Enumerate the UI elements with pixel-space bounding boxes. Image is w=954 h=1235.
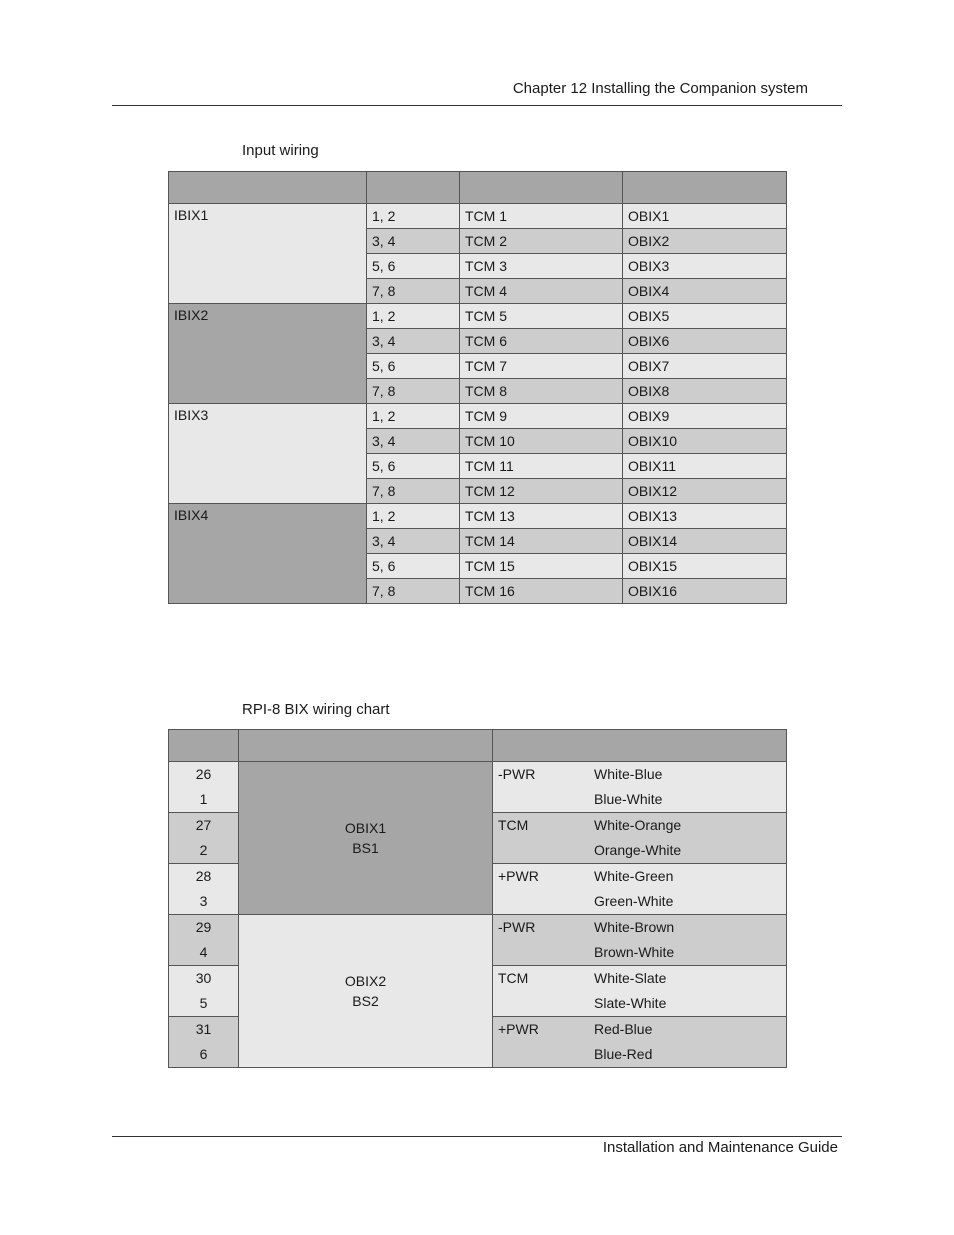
obix-name: OBIX2 [344, 973, 387, 989]
obix-cell: OBIX14 [623, 529, 787, 554]
pin-cell [169, 1017, 239, 1068]
tcm-cell: TCM 8 [460, 379, 623, 404]
ibix-group-cell: IBIX3 [169, 404, 367, 504]
wire-color: Green-White [594, 893, 674, 909]
wire-color: White-Green [594, 868, 674, 884]
pin-number: 31 [195, 1021, 212, 1037]
pins-cell: 1, 2 [367, 404, 460, 429]
tcm-cell: TCM 6 [460, 329, 623, 354]
pin-number: 4 [199, 944, 208, 960]
pins-cell: 3, 4 [367, 229, 460, 254]
pins-cell: 3, 4 [367, 529, 460, 554]
pins-cell: 7, 8 [367, 379, 460, 404]
obix-cell: OBIX3 [623, 254, 787, 279]
chapter-header: Chapter 12 Installing the Companion system [512, 80, 808, 97]
footer-divider [112, 1136, 842, 1137]
obix-cell: OBIX12 [623, 479, 787, 504]
obix-name: OBIX1 [344, 820, 387, 836]
wire-color: Slate-White [594, 995, 667, 1011]
pair-cell [493, 966, 787, 1017]
obix-cell: OBIX4 [623, 279, 787, 304]
obix-cell: OBIX6 [623, 329, 787, 354]
pin-cell [169, 966, 239, 1017]
bs-name: BS1 [352, 840, 379, 856]
rpi-bix-wiring-table [168, 729, 787, 1068]
tcm-cell: TCM 12 [460, 479, 623, 504]
header-cell [239, 730, 493, 762]
pins-cell: 5, 6 [367, 454, 460, 479]
wire-color: Blue-White [594, 791, 663, 807]
pin-number: 26 [195, 766, 212, 782]
tcm-cell: TCM 16 [460, 579, 623, 604]
table-header-row [169, 172, 787, 204]
header-cell [169, 172, 367, 204]
pair-cell [493, 813, 787, 864]
header-cell [493, 730, 787, 762]
ibix-group-cell: IBIX1 [169, 204, 367, 304]
header-cell [169, 730, 239, 762]
tcm-cell: TCM 3 [460, 254, 623, 279]
tcm-cell: TCM 10 [460, 429, 623, 454]
pin-number: 6 [199, 1046, 208, 1062]
pins-cell: 3, 4 [367, 429, 460, 454]
pin-cell [169, 864, 239, 915]
tcm-cell: TCM 5 [460, 304, 623, 329]
pins-cell: 7, 8 [367, 579, 460, 604]
header-cell [460, 172, 623, 204]
pair-cell [493, 762, 787, 813]
obix-cell: OBIX5 [623, 304, 787, 329]
pins-cell: 5, 6 [367, 254, 460, 279]
header-cell [623, 172, 787, 204]
tcm-cell: TCM 13 [460, 504, 623, 529]
wire-color: White-Brown [594, 919, 675, 935]
obix-cell: OBIX2 [623, 229, 787, 254]
pin-number: 2 [199, 842, 208, 858]
signal-label: TCM [498, 817, 529, 833]
input-wiring-table [168, 171, 787, 604]
wire-color: Red-Blue [594, 1021, 653, 1037]
tcm-cell: TCM 14 [460, 529, 623, 554]
obix-cell: OBIX1 [623, 204, 787, 229]
wire-color: White-Orange [594, 817, 682, 833]
pair-cell [493, 915, 787, 966]
obix-cell: OBIX9 [623, 404, 787, 429]
pin-cell [169, 915, 239, 966]
signal-label: +PWR [498, 1021, 539, 1037]
tcm-cell: TCM 9 [460, 404, 623, 429]
table-row [169, 304, 787, 329]
ibix-group-cell: IBIX4 [169, 504, 367, 604]
obix-group-cell [239, 762, 493, 915]
pins-cell: 1, 2 [367, 204, 460, 229]
wire-color: White-Slate [594, 970, 667, 986]
tcm-cell: TCM 15 [460, 554, 623, 579]
obix-cell: OBIX16 [623, 579, 787, 604]
table-header-row [169, 730, 787, 762]
tcm-cell: TCM 1 [460, 204, 623, 229]
pin-cell [169, 762, 239, 813]
pins-cell: 1, 2 [367, 504, 460, 529]
pin-number: 27 [195, 817, 212, 833]
tcm-cell: TCM 2 [460, 229, 623, 254]
obix-group-cell [239, 915, 493, 1068]
table-row [169, 915, 787, 966]
pins-cell: 5, 6 [367, 554, 460, 579]
signal-label: -PWR [498, 919, 536, 935]
signal-label: TCM [498, 970, 529, 986]
obix-cell: OBIX10 [623, 429, 787, 454]
tcm-cell: TCM 11 [460, 454, 623, 479]
guide-footer: Installation and Maintenance Guide [602, 1139, 838, 1156]
pin-number: 5 [199, 995, 208, 1011]
signal-label: -PWR [498, 766, 536, 782]
table-row [169, 762, 787, 813]
header-cell [367, 172, 460, 204]
pair-cell [493, 864, 787, 915]
obix-cell: OBIX8 [623, 379, 787, 404]
pins-cell: 3, 4 [367, 329, 460, 354]
pin-cell [169, 813, 239, 864]
wire-color: Brown-White [594, 944, 675, 960]
pins-cell: 5, 6 [367, 354, 460, 379]
pin-number: 1 [199, 791, 208, 807]
input-wiring-caption: Input wiring [242, 142, 319, 159]
tcm-cell: TCM 4 [460, 279, 623, 304]
pin-number: 30 [195, 970, 212, 986]
bs-name: BS2 [352, 993, 379, 1009]
pins-cell: 1, 2 [367, 304, 460, 329]
obix-cell: OBIX13 [623, 504, 787, 529]
signal-label: +PWR [498, 868, 539, 884]
tcm-cell: TCM 7 [460, 354, 623, 379]
obix-cell: OBIX11 [623, 454, 787, 479]
obix-cell: OBIX7 [623, 354, 787, 379]
wire-color: Blue-Red [594, 1046, 653, 1062]
table-row [169, 404, 787, 429]
header-divider [112, 105, 842, 106]
rpi-chart-caption: RPI-8 BIX wiring chart [242, 701, 390, 718]
table-row [169, 204, 787, 229]
pins-cell: 7, 8 [367, 279, 460, 304]
ibix-group-cell: IBIX2 [169, 304, 367, 404]
wire-color: Orange-White [594, 842, 682, 858]
pins-cell: 7, 8 [367, 479, 460, 504]
pin-number: 3 [199, 893, 208, 909]
pin-number: 28 [195, 868, 212, 884]
obix-cell: OBIX15 [623, 554, 787, 579]
pair-cell [493, 1017, 787, 1068]
pin-number: 29 [195, 919, 212, 935]
table-row [169, 504, 787, 529]
wire-color: White-Blue [594, 766, 663, 782]
